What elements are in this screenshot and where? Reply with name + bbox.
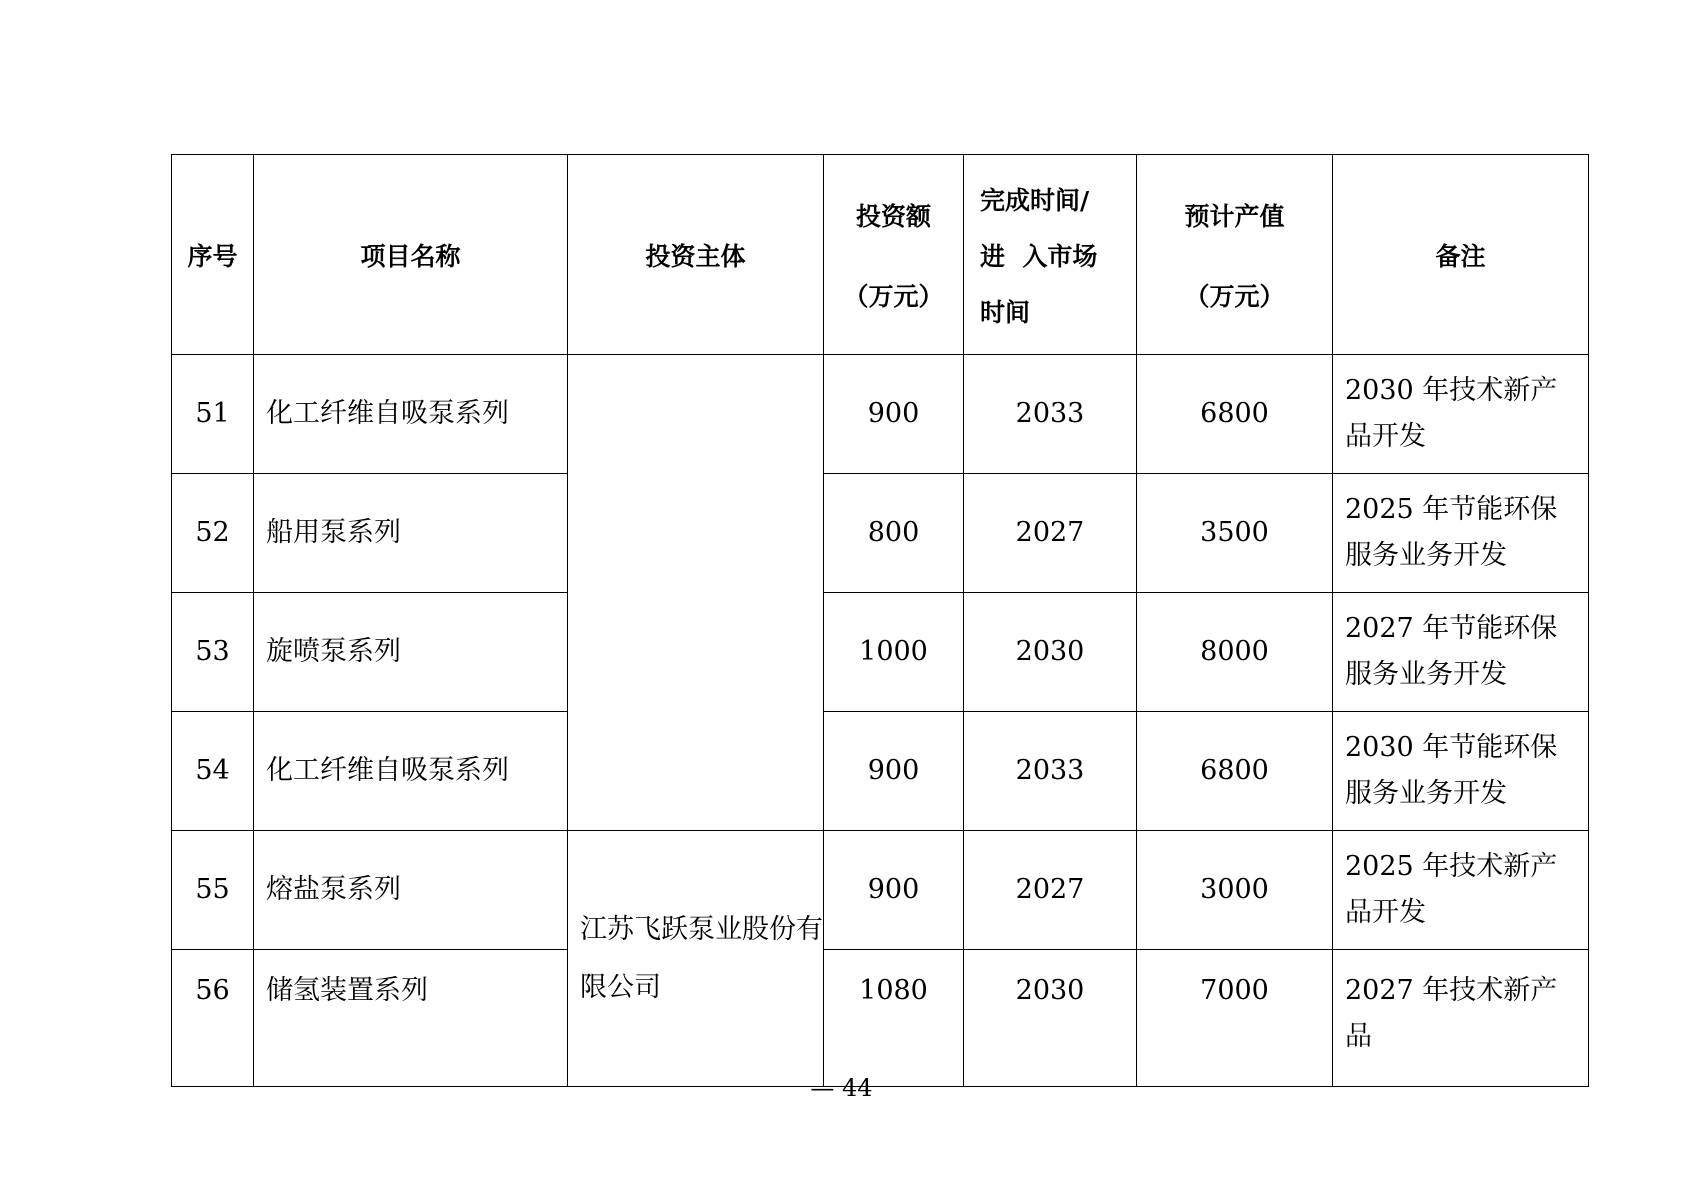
header-expected-output [1137, 155, 1333, 355]
cell-seq: 52 [172, 474, 254, 593]
cell-output: 6800 [1137, 712, 1333, 831]
cell-investment: 900 [824, 355, 964, 474]
cell-note: 2030 年技术新产品开发 [1333, 355, 1589, 474]
cell-time: 2030 [964, 593, 1137, 712]
cell-investment-entity-empty [568, 355, 824, 831]
cell-note: 2025 年节能环保服务业务开发 [1333, 474, 1589, 593]
header-investment-amount [824, 155, 964, 355]
cell-time: 2027 [964, 831, 1137, 950]
cell-note: 2027 年技术新产品 [1333, 950, 1589, 1087]
header-project-name: 项目名称 [254, 155, 568, 355]
cell-note: 2027 年节能环保服务业务开发 [1333, 593, 1589, 712]
cell-time: 2033 [964, 712, 1137, 831]
header-completion-time [964, 155, 1137, 355]
page-number: — 44 [810, 1074, 873, 1102]
cell-output: 3000 [1137, 831, 1333, 950]
cell-note: 2025 年技术新产品开发 [1333, 831, 1589, 950]
cell-time: 2033 [964, 355, 1137, 474]
cell-project-name: 旋喷泵系列 [254, 593, 568, 712]
cell-project-name: 熔盐泵系列 [254, 831, 568, 950]
cell-note: 2030 年节能环保服务业务开发 [1333, 712, 1589, 831]
cell-project-name: 储氢装置系列 [254, 950, 568, 1087]
cell-output: 8000 [1137, 593, 1333, 712]
table-header-row [172, 155, 1589, 355]
header-expected-output-line1: 预计产值 [1184, 201, 1285, 231]
cell-project-name: 化工纤维自吸泵系列 [254, 355, 568, 474]
cell-investment: 900 [824, 712, 964, 831]
cell-seq: 55 [172, 831, 254, 950]
cell-output: 3500 [1137, 474, 1333, 593]
cell-investment: 900 [824, 831, 964, 950]
cell-seq: 56 [172, 950, 254, 1087]
table-row [172, 593, 1589, 712]
header-investment-entity: 投资主体 [568, 155, 824, 355]
cell-time: 2027 [964, 474, 1137, 593]
cell-output: 6800 [1137, 355, 1333, 474]
cell-project-name: 化工纤维自吸泵系列 [254, 712, 568, 831]
cell-investment: 1080 [824, 950, 964, 1087]
table-row [172, 355, 1589, 474]
project-table [171, 154, 1589, 1087]
header-note: 备注 [1333, 155, 1589, 355]
header-completion-time-line3: 时间 [980, 297, 1031, 327]
cell-seq: 53 [172, 593, 254, 712]
cell-time: 2030 [964, 950, 1137, 1087]
table-row [172, 474, 1589, 593]
cell-seq: 51 [172, 355, 254, 474]
header-expected-output-line2: （万元） [1184, 281, 1285, 311]
header-investment-amount-line1: 投资额 [855, 201, 931, 231]
table-row [172, 831, 1589, 950]
project-table-container [171, 154, 1588, 1052]
header-seq: 序号 [172, 155, 254, 355]
cell-investment-entity: 江苏飞跃泵业股份有限公司 [568, 831, 824, 1087]
header-investment-amount-line2: （万元） [843, 281, 944, 311]
table-row [172, 950, 1589, 1087]
cell-project-name: 船用泵系列 [254, 474, 568, 593]
cell-output: 7000 [1137, 950, 1333, 1087]
table-row [172, 712, 1589, 831]
header-completion-time-line1: 完成时间/ [980, 185, 1090, 215]
cell-investment: 1000 [824, 593, 964, 712]
cell-investment: 800 [824, 474, 964, 593]
header-completion-time-line2: 进 入市场 [980, 241, 1098, 271]
cell-seq: 54 [172, 712, 254, 831]
